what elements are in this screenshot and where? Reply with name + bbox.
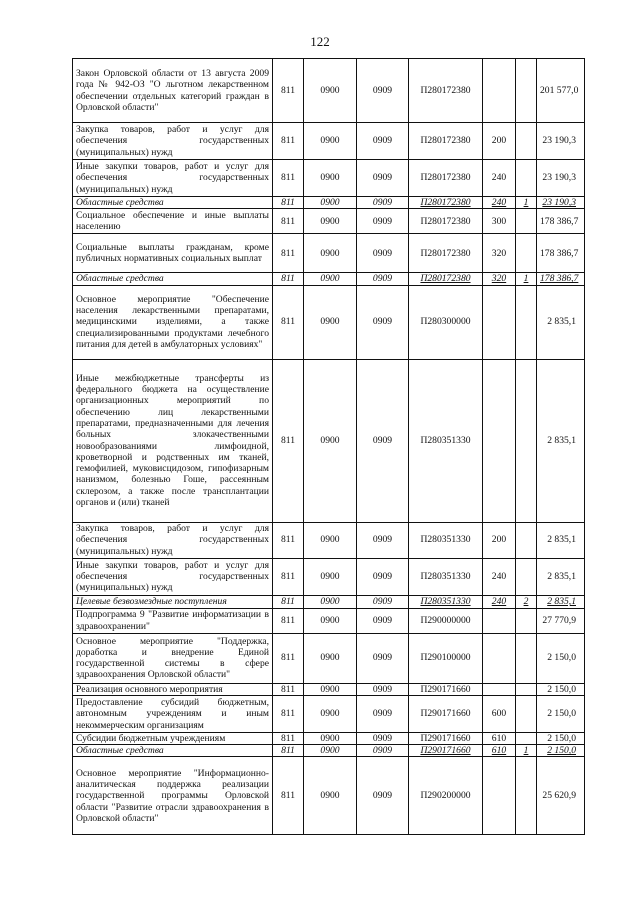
table-row [73, 209, 585, 234]
row-target-article-cell: П280172380 [409, 234, 483, 273]
row-grbs-cell: 811 [273, 234, 304, 273]
row-amount-cell: 23 190,3 [537, 160, 585, 197]
row-expense-type-cell: 320 [483, 273, 516, 285]
row-amount-cell: 2 150,0 [537, 745, 585, 757]
row-subsection-cell: 0909 [357, 633, 409, 683]
row-section-cell: 0900 [304, 359, 357, 522]
row-amount-cell: 2 150,0 [537, 732, 585, 744]
table-row [73, 757, 585, 835]
row-funding-source-cell [516, 209, 537, 234]
table-row [73, 197, 585, 209]
row-name-cell: Основное мероприятие "Поддержка, доработка и внедрение Единой государственной системы в сфере здравоохранения Орловской области" [73, 633, 273, 683]
row-grbs-cell: 811 [273, 160, 304, 197]
row-expense-type-cell: 300 [483, 209, 516, 234]
row-name-cell: Иные закупки товаров, работ и услуг для обеспечения государственных (муниципальных) нужд [73, 160, 273, 197]
budget-table [72, 58, 585, 835]
row-expense-type-cell: 200 [483, 522, 516, 558]
row-name-cell: Основное мероприятие "Обеспечение населения лекарственными препаратами, медицинскими изделиями, а также специализированными продуктами лечебного питания для детей в амбулаторных условиях" [73, 285, 273, 359]
row-amount-cell: 178 386,7 [537, 234, 585, 273]
row-subsection-cell: 0909 [357, 695, 409, 732]
row-grbs-cell: 811 [273, 197, 304, 209]
table-row [73, 732, 585, 744]
row-target-article-cell: П280172380 [409, 59, 483, 123]
row-amount-cell: 2 835,1 [537, 359, 585, 522]
table-row [73, 695, 585, 732]
row-subsection-cell: 0909 [357, 608, 409, 633]
row-grbs-cell: 811 [273, 59, 304, 123]
table-row [73, 558, 585, 595]
table-row [73, 595, 585, 608]
table-row [73, 683, 585, 695]
row-expense-type-cell [483, 59, 516, 123]
row-target-article-cell: П280351330 [409, 558, 483, 595]
row-name-cell: Иные закупки товаров, работ и услуг для обеспечения государственных (муниципальных) нужд [73, 558, 273, 595]
row-section-cell: 0900 [304, 273, 357, 285]
row-expense-type-cell [483, 757, 516, 835]
row-funding-source-cell: 1 [516, 273, 537, 285]
row-funding-source-cell: 2 [516, 595, 537, 608]
row-expense-type-cell [483, 359, 516, 522]
row-funding-source-cell [516, 695, 537, 732]
table-row [73, 160, 585, 197]
row-name-cell: Закупка товаров, работ и услуг для обеспечения государственных (муниципальных) нужд [73, 123, 273, 160]
row-expense-type-cell: 610 [483, 745, 516, 757]
row-amount-cell: 2 150,0 [537, 683, 585, 695]
row-amount-cell: 27 770,9 [537, 608, 585, 633]
row-section-cell: 0900 [304, 695, 357, 732]
row-target-article-cell: П280172380 [409, 209, 483, 234]
row-target-article-cell: П290100000 [409, 633, 483, 683]
table-row [73, 745, 585, 757]
row-target-article-cell: П290171660 [409, 683, 483, 695]
row-subsection-cell: 0909 [357, 285, 409, 359]
row-funding-source-cell [516, 160, 537, 197]
row-subsection-cell: 0909 [357, 197, 409, 209]
row-funding-source-cell [516, 234, 537, 273]
row-amount-cell: 2 835,1 [537, 285, 585, 359]
row-target-article-cell: П280172380 [409, 123, 483, 160]
row-funding-source-cell [516, 359, 537, 522]
row-amount-cell: 23 190,3 [537, 123, 585, 160]
row-section-cell: 0900 [304, 160, 357, 197]
row-amount-cell: 2 150,0 [537, 633, 585, 683]
row-target-article-cell: П280172380 [409, 273, 483, 285]
row-grbs-cell: 811 [273, 683, 304, 695]
row-subsection-cell: 0909 [357, 522, 409, 558]
row-target-article-cell: П280351330 [409, 595, 483, 608]
row-expense-type-cell: 240 [483, 558, 516, 595]
table-row [73, 59, 585, 123]
row-section-cell: 0900 [304, 595, 357, 608]
row-section-cell: 0900 [304, 209, 357, 234]
row-expense-type-cell: 320 [483, 234, 516, 273]
row-name-cell: Областные средства [73, 273, 273, 285]
row-expense-type-cell: 240 [483, 197, 516, 209]
row-section-cell: 0900 [304, 558, 357, 595]
row-name-cell: Подпрограмма 9 "Развитие информатизации в здравоохранении" [73, 608, 273, 633]
row-grbs-cell: 811 [273, 745, 304, 757]
page-number: 122 [310, 34, 330, 49]
row-target-article-cell: П290200000 [409, 757, 483, 835]
row-expense-type-cell [483, 608, 516, 633]
row-section-cell: 0900 [304, 197, 357, 209]
row-target-article-cell: П280300000 [409, 285, 483, 359]
row-grbs-cell: 811 [273, 595, 304, 608]
row-subsection-cell: 0909 [357, 59, 409, 123]
row-section-cell: 0900 [304, 522, 357, 558]
row-name-cell: Субсидии бюджетным учреждениям [73, 732, 273, 744]
row-target-article-cell: П280351330 [409, 359, 483, 522]
row-funding-source-cell [516, 608, 537, 633]
row-funding-source-cell [516, 522, 537, 558]
row-grbs-cell: 811 [273, 732, 304, 744]
table-row [73, 273, 585, 285]
row-subsection-cell: 0909 [357, 683, 409, 695]
row-amount-cell: 23 190,3 [537, 197, 585, 209]
row-target-article-cell: П290171660 [409, 695, 483, 732]
row-target-article-cell: П290000000 [409, 608, 483, 633]
row-target-article-cell: П280172380 [409, 197, 483, 209]
row-funding-source-cell [516, 757, 537, 835]
row-grbs-cell: 811 [273, 633, 304, 683]
row-subsection-cell: 0909 [357, 595, 409, 608]
table-row [73, 608, 585, 633]
row-grbs-cell: 811 [273, 522, 304, 558]
row-name-cell: Реализация основного мероприятия [73, 683, 273, 695]
row-expense-type-cell: 240 [483, 595, 516, 608]
row-subsection-cell: 0909 [357, 757, 409, 835]
row-subsection-cell: 0909 [357, 209, 409, 234]
row-target-article-cell: П280172380 [409, 160, 483, 197]
row-funding-source-cell: 1 [516, 745, 537, 757]
row-section-cell: 0900 [304, 757, 357, 835]
row-grbs-cell: 811 [273, 757, 304, 835]
row-expense-type-cell: 610 [483, 732, 516, 744]
row-funding-source-cell [516, 558, 537, 595]
table-row [73, 633, 585, 683]
row-subsection-cell: 0909 [357, 558, 409, 595]
row-expense-type-cell [483, 683, 516, 695]
row-name-cell: Областные средства [73, 197, 273, 209]
row-section-cell: 0900 [304, 59, 357, 123]
row-name-cell: Социальное обеспечение и иные выплаты населению [73, 209, 273, 234]
row-name-cell: Закупка товаров, работ и услуг для обеспечения государственных (муниципальных) нужд [73, 522, 273, 558]
row-subsection-cell: 0909 [357, 273, 409, 285]
table-row [73, 359, 585, 522]
row-subsection-cell: 0909 [357, 160, 409, 197]
row-expense-type-cell [483, 633, 516, 683]
budget-table-body [73, 59, 585, 835]
row-funding-source-cell [516, 633, 537, 683]
row-section-cell: 0900 [304, 123, 357, 160]
row-funding-source-cell [516, 732, 537, 744]
row-section-cell: 0900 [304, 745, 357, 757]
row-name-cell: Социальные выплаты гражданам, кроме публичных нормативных социальных выплат [73, 234, 273, 273]
row-target-article-cell: П290171660 [409, 732, 483, 744]
row-grbs-cell: 811 [273, 695, 304, 732]
row-amount-cell: 25 620,9 [537, 757, 585, 835]
row-section-cell: 0900 [304, 633, 357, 683]
table-row [73, 522, 585, 558]
row-grbs-cell: 811 [273, 285, 304, 359]
row-section-cell: 0900 [304, 234, 357, 273]
row-funding-source-cell [516, 59, 537, 123]
row-expense-type-cell [483, 285, 516, 359]
row-amount-cell: 2 150,0 [537, 695, 585, 732]
row-funding-source-cell: 1 [516, 197, 537, 209]
row-amount-cell: 178 386,7 [537, 209, 585, 234]
row-expense-type-cell: 240 [483, 160, 516, 197]
row-grbs-cell: 811 [273, 558, 304, 595]
row-grbs-cell: 811 [273, 123, 304, 160]
row-section-cell: 0900 [304, 732, 357, 744]
row-section-cell: 0900 [304, 683, 357, 695]
row-subsection-cell: 0909 [357, 359, 409, 522]
row-target-article-cell: П280351330 [409, 522, 483, 558]
row-amount-cell: 178 386,7 [537, 273, 585, 285]
row-amount-cell: 2 835,1 [537, 558, 585, 595]
row-subsection-cell: 0909 [357, 234, 409, 273]
table-row [73, 123, 585, 160]
row-subsection-cell: 0909 [357, 732, 409, 744]
row-subsection-cell: 0909 [357, 123, 409, 160]
row-grbs-cell: 811 [273, 359, 304, 522]
row-amount-cell: 2 835,1 [537, 522, 585, 558]
table-row [73, 234, 585, 273]
row-name-cell: Основное мероприятие "Информационно-аналитическая поддержка реализации государственной программы Орловской области "Развитие отрасли здравоохранения в Орловской области" [73, 757, 273, 835]
row-grbs-cell: 811 [273, 273, 304, 285]
row-name-cell: Иные межбюджетные трансферты из федерального бюджета на осуществление организационных мероприятий по обеспечению лиц лекарственными препаратами, предназначенными для лечения больных злокачественными новообразованиями лимфоидной, кроветворной и родственных им тканей, гемофилией, муковисцидозом, гипофизарным нанизмом, болезнью Гоше, рассеянным склерозом, а также после трансплантации органов и (или) тканей [73, 359, 273, 522]
row-amount-cell: 2 835,1 [537, 595, 585, 608]
row-funding-source-cell [516, 123, 537, 160]
row-grbs-cell: 811 [273, 209, 304, 234]
row-grbs-cell: 811 [273, 608, 304, 633]
row-subsection-cell: 0909 [357, 745, 409, 757]
row-funding-source-cell [516, 683, 537, 695]
row-expense-type-cell: 600 [483, 695, 516, 732]
row-name-cell: Областные средства [73, 745, 273, 757]
row-name-cell: Целевые безвозмездные поступления [73, 595, 273, 608]
row-name-cell: Предоставление субсидий бюджетным, автономным учреждениям и иным некоммерческим организациям [73, 695, 273, 732]
row-target-article-cell: П290171660 [409, 745, 483, 757]
table-row [73, 285, 585, 359]
row-section-cell: 0900 [304, 285, 357, 359]
row-name-cell: Закон Орловской области от 13 августа 2009 года № 942-ОЗ "О льготном лекарственном обеспечении отдельных категорий граждан в Орловской области" [73, 59, 273, 123]
row-expense-type-cell: 200 [483, 123, 516, 160]
row-funding-source-cell [516, 285, 537, 359]
row-section-cell: 0900 [304, 608, 357, 633]
row-amount-cell: 201 577,0 [537, 59, 585, 123]
